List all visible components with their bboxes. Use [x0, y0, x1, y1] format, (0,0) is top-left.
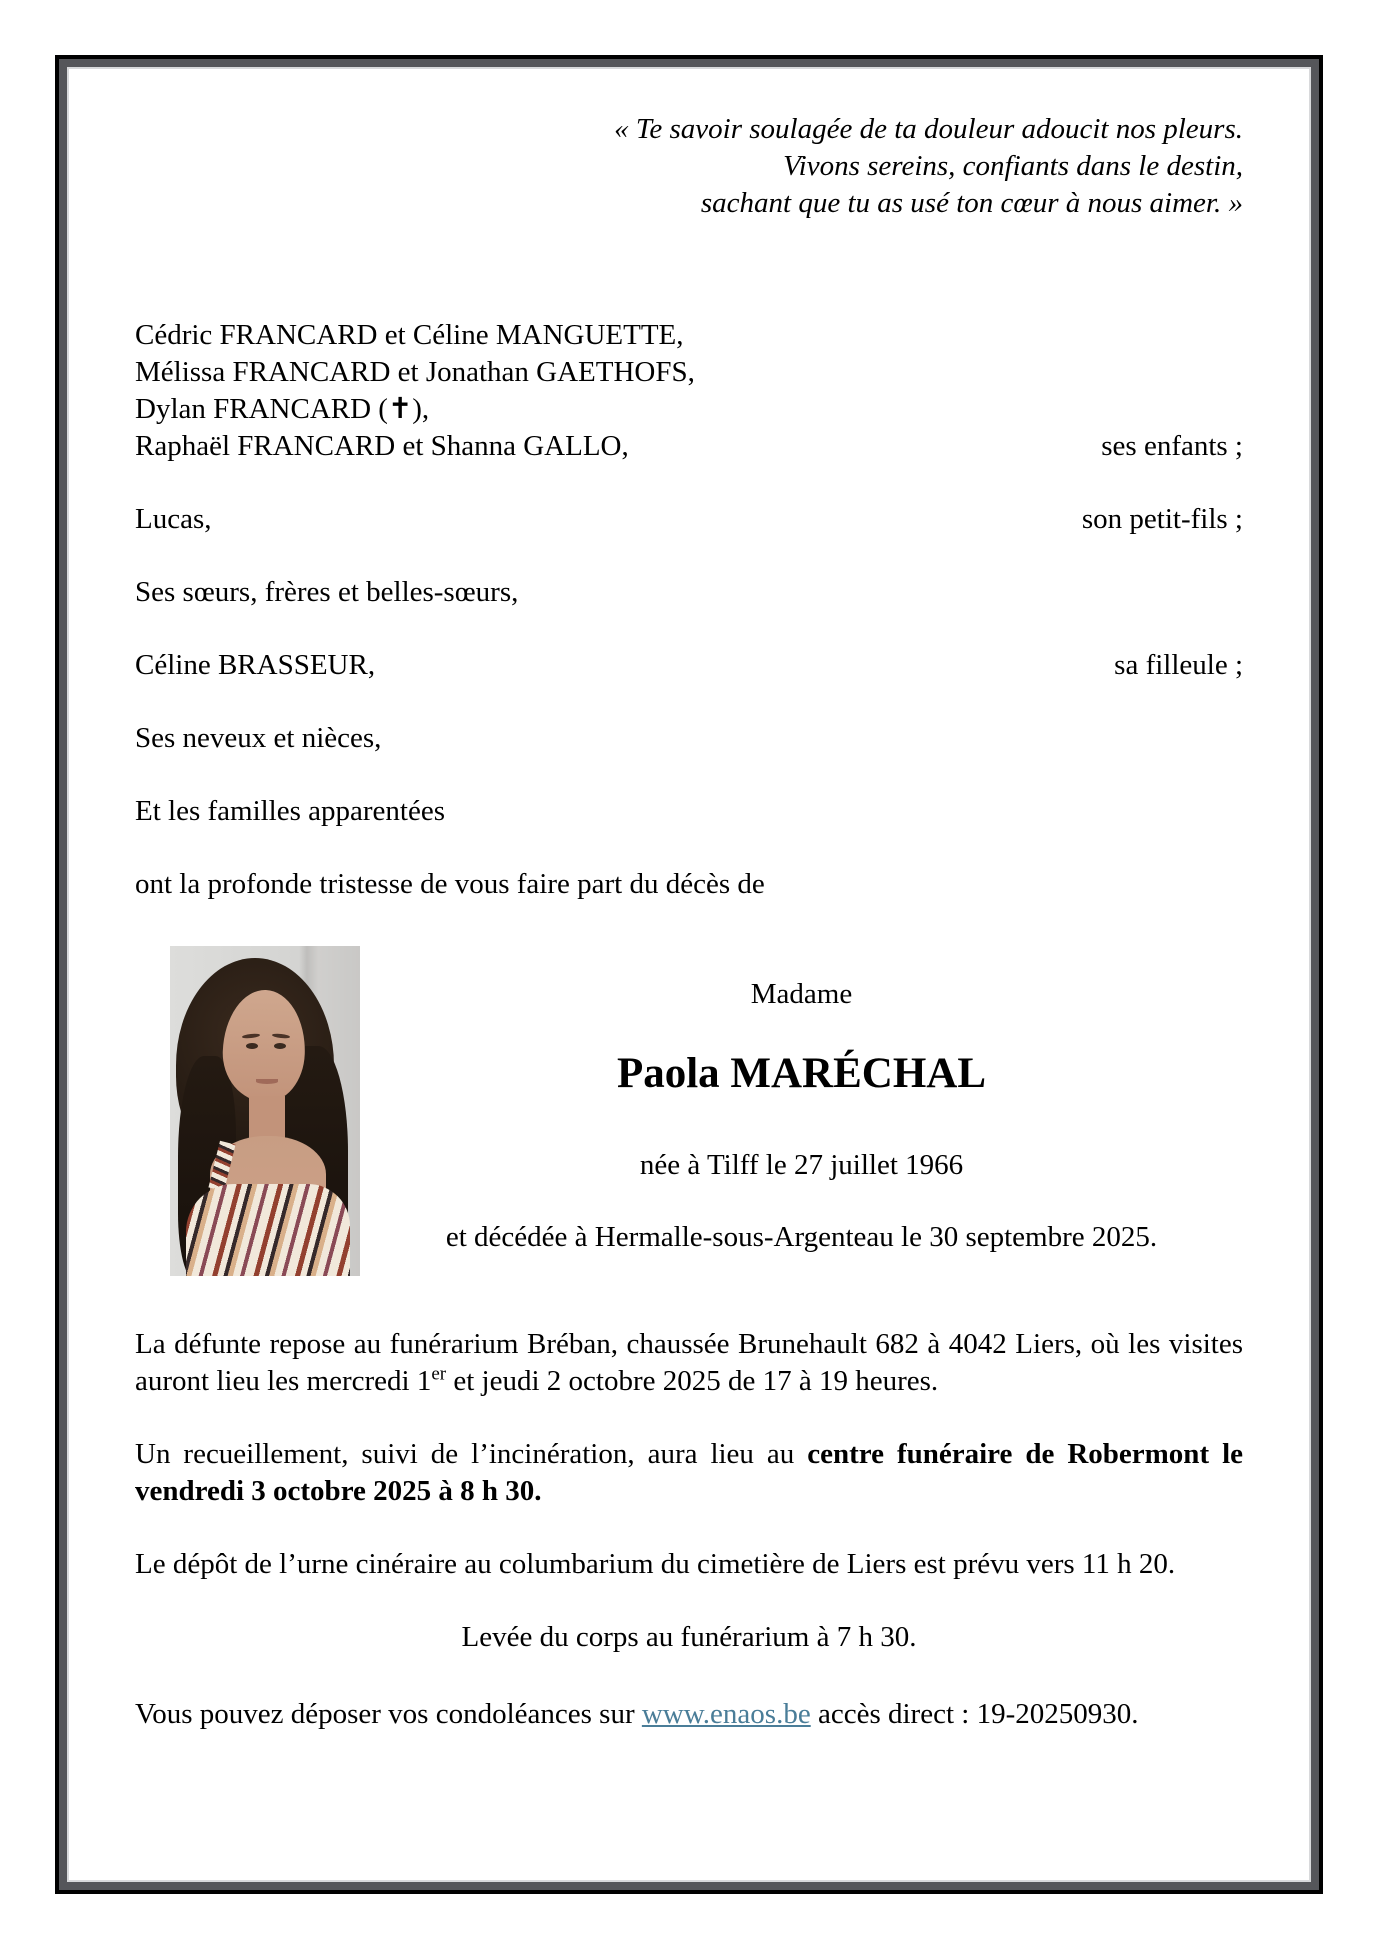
levee-line: Levée du corps au funérarium à 7 h 30. [461, 1621, 917, 1653]
family-name: Et les familles apparentées [135, 795, 446, 827]
condoleances-text: accès direct : 19-20250930. [810, 1698, 1139, 1730]
deceased-identity [360, 946, 1243, 1276]
deceased-birth-line: née à Tilff le 27 juillet 1966 [639, 1149, 964, 1181]
deceased-title: Madame [750, 978, 853, 1010]
relation-label: ses enfants ; [1101, 430, 1243, 462]
family-name: Cédric FRANCARD et Céline MANGUETTE, [135, 319, 684, 351]
portrait-mouth [256, 1079, 278, 1084]
family-line [135, 391, 1243, 428]
ordinal-superscript: er [431, 1363, 447, 1385]
announcement-line: ont la profonde tristesse de vous faire part du décès de [135, 868, 765, 900]
recueillement-bold-text: centre funéraire de Robermont le vendredi 3 octobre 2025 à 8 h 30. [135, 1438, 1243, 1507]
inner-frame-border [67, 67, 1311, 1882]
family-name: Mélissa FRANCARD et Jonathan GAETHOFS, [135, 356, 695, 388]
family-line [135, 354, 1243, 391]
portrait-eye [246, 1043, 258, 1049]
family-name: Ses sœurs, frères et belles-sœurs, [135, 576, 519, 608]
family-name: Céline BRASSEUR, [135, 649, 376, 681]
relation-label: sa filleule ; [1114, 649, 1243, 681]
family-line [135, 647, 1243, 684]
family-list [135, 317, 1243, 830]
recueillement-text: Un recueillement, suivi de l’incinération, aura lieu au [135, 1438, 808, 1470]
family-name: Ses neveux et nièces, [135, 722, 382, 754]
quote-line-3: sachant que tu as usé ton cœur à nous aimer. » [700, 187, 1243, 219]
memorial-quote [135, 111, 1243, 222]
relation-label: son petit-fils ; [1081, 503, 1243, 535]
repose-text: et jeudi 2 octobre 2025 de 17 à 19 heures. [446, 1365, 939, 1397]
deceased-name: Paola MARÉCHAL [616, 1050, 987, 1097]
deceased-section [135, 946, 1243, 1276]
middle-frame-border [59, 59, 1319, 1890]
family-name: Dylan FRANCARD (✝), [135, 393, 430, 425]
family-line [135, 428, 1243, 465]
family-name: Raphaël FRANCARD et Shanna GALLO, [135, 430, 629, 462]
condoleances-paragraph [135, 1696, 1243, 1733]
recueillement-paragraph [135, 1436, 1243, 1510]
family-line [135, 501, 1243, 538]
quote-line-2: Vivons sereins, confiants dans le destin, [783, 150, 1243, 182]
family-name: Lucas, [135, 503, 212, 535]
deceased-death-line: et décédée à Hermalle-sous-Argenteau le 30 septembre 2025. [445, 1221, 1158, 1253]
family-line [135, 317, 1243, 354]
family-line [135, 574, 1243, 611]
family-line [135, 793, 1243, 830]
enaos-link[interactable]: www.enaos.be [641, 1698, 811, 1730]
condoleances-text: Vous pouvez déposer vos condoléances sur [135, 1698, 642, 1730]
portrait-photo [170, 946, 360, 1276]
repose-paragraph [135, 1326, 1243, 1400]
urne-paragraph: Le dépôt de l’urne cinéraire au columbarium du cimetière de Liers est prévu vers 11 h 20. [135, 1548, 1176, 1580]
outer-frame-border [55, 55, 1323, 1894]
page-content [69, 69, 1309, 1880]
family-line [135, 720, 1243, 757]
portrait-eye [274, 1043, 286, 1049]
repose-text: La défunte repose au funérarium Bréban, chaussée Brunehault 682 à 4042 Liers, où les visites auront lieu les mercredi 1 [135, 1328, 1243, 1397]
portrait-striped-top [186, 1184, 350, 1276]
quote-line-1: « Te savoir soulagée de ta douleur adoucit nos pleurs. [614, 113, 1243, 145]
